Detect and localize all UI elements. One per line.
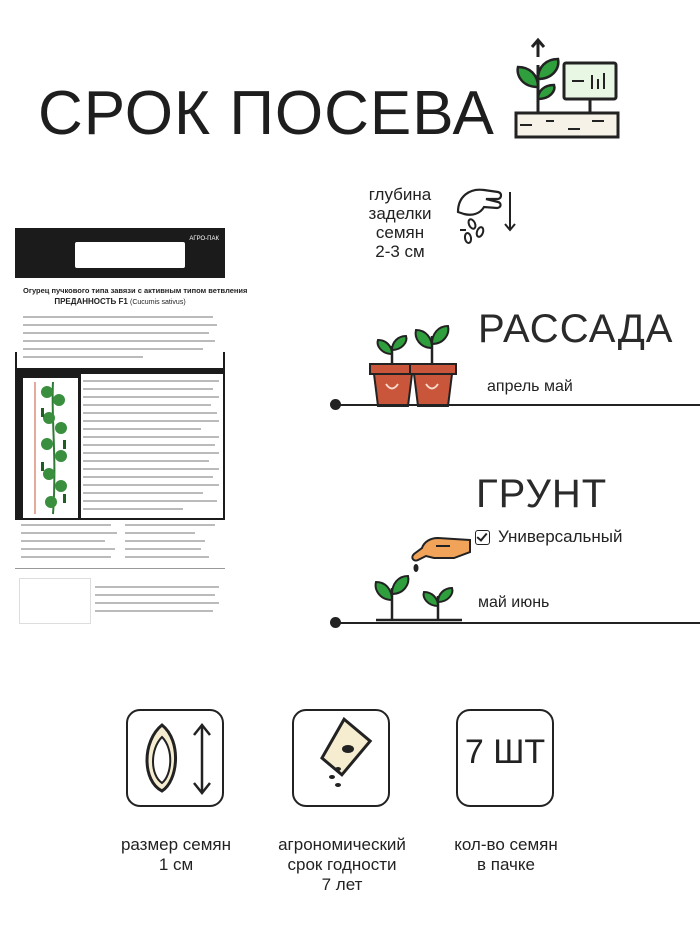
seedling-timeline-dot: [330, 399, 341, 410]
sowing-depth-label: [345, 185, 455, 261]
hand-planting-icon: [372, 528, 472, 628]
shelf-life-line-2: срок годности: [287, 855, 397, 874]
seed-size-line-1: размер семян: [120, 835, 232, 854]
seed-count-box: [456, 709, 554, 807]
seed-count-line-2: в пачке: [477, 855, 535, 874]
shelf-life-line-1: агрономический: [278, 835, 406, 854]
ground-months: май июнь: [478, 594, 550, 611]
seedling-timeline-line: [338, 404, 700, 406]
package-variety-name: ПРЕДАННОСТЬ F1: [54, 297, 128, 306]
seed-packet-icon: [294, 711, 388, 805]
package-brand: АГРО-ПАК: [189, 236, 219, 242]
hand-seed-icon: [450, 182, 520, 252]
package-plant-illustration: [23, 378, 78, 518]
soil-type-row: [475, 527, 623, 547]
package-description-box: [17, 310, 223, 368]
depth-line-4: 2-3 см: [375, 242, 425, 261]
smart-farm-icon: [508, 35, 626, 140]
seed-count-value: 7 ШТ: [464, 733, 546, 771]
shelf-life-box: [292, 709, 390, 807]
page-title: СРОК ПОСЕВА: [38, 79, 495, 148]
package-latin-name: (Cucumis sativus): [130, 299, 186, 306]
ground-timeline-line: [338, 622, 700, 624]
depth-line-3: семян: [375, 223, 425, 242]
check-icon: [475, 530, 490, 545]
shelf-life-caption: [262, 835, 422, 895]
seedling-months: апрель май: [487, 378, 573, 395]
package-barcode-area: [19, 578, 91, 624]
seed-package-image: [15, 228, 248, 626]
ground-title: ГРУНТ: [476, 472, 608, 516]
seed-count-caption: [432, 835, 580, 875]
seed-size-caption: [106, 835, 246, 875]
seedling-pots-icon: [364, 320, 464, 410]
package-name-line-2: [23, 297, 217, 306]
package-text-block: [81, 374, 223, 518]
seed-size-icon: [128, 711, 222, 805]
package-name-line-1: Огурец пучкового типа завязи с активным типом ветвления: [23, 286, 248, 295]
ground-timeline-dot: [330, 617, 341, 628]
seed-size-line-2: 1 см: [158, 855, 194, 874]
seedling-title: РАССАДА: [478, 307, 674, 351]
shelf-life-line-3: 7 лет: [321, 875, 363, 894]
soil-type-label: Универсальный: [498, 527, 623, 546]
seed-count-line-1: кол-во семян: [454, 835, 558, 854]
depth-line-1: глубина: [368, 185, 432, 204]
depth-line-2: заделки: [368, 204, 432, 223]
seed-size-box: [126, 709, 224, 807]
package-label-card: [75, 242, 185, 268]
